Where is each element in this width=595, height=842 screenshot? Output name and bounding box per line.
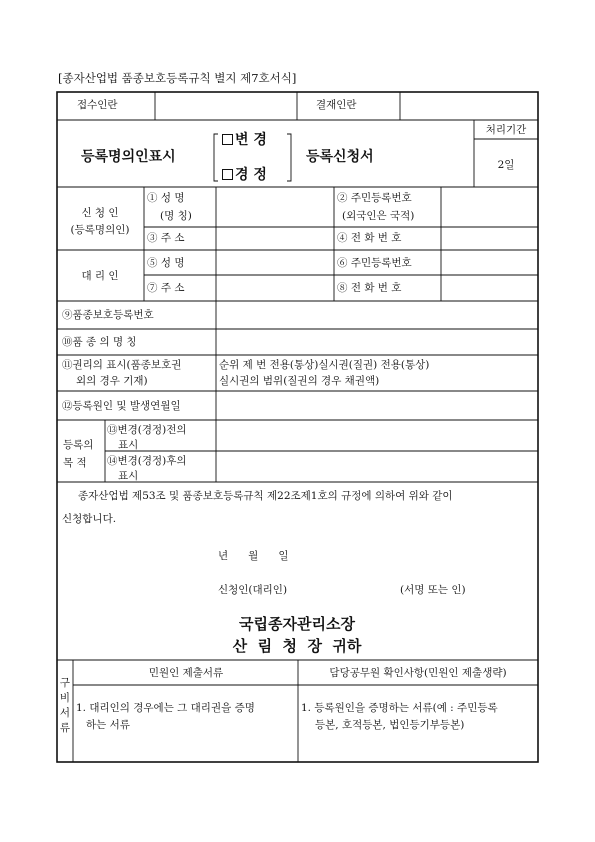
before-change-label: ⑬변경(경정)전의 — [107, 424, 187, 436]
reception-label: 접수인란 — [77, 99, 118, 111]
applicant-group-label: 신 청 인 — [81, 207, 119, 219]
correction-checkbox[interactable] — [222, 169, 233, 180]
after-change-sublabel: 표시 — [118, 470, 139, 482]
date-line: 년 월 일 — [218, 550, 289, 562]
before-change-sublabel: 표시 — [118, 439, 139, 451]
form-header: [종자산업법 품종보호등록규칙 별지 제7호서식] — [58, 71, 297, 85]
applicant-phone-label: ④ 전 화 번 호 — [337, 232, 402, 244]
after-change-label: ⑭변경(경정)후의 — [107, 455, 187, 467]
signature-note: (서명 또는 인) — [400, 584, 466, 596]
option-change-label: 변 경 — [235, 132, 267, 148]
authority: 국립종자관리소장 — [239, 615, 355, 633]
applicant-address-label: ③ 주 소 — [147, 232, 185, 244]
agent-name-label: ⑤ 성 명 — [147, 257, 185, 269]
option-correction[interactable] — [222, 168, 267, 182]
docs-item2-line2: 등본, 호적등본, 법인등기부등본) — [315, 719, 465, 731]
rights-label: ⑪권리의 표시(품종보호권 — [62, 359, 182, 371]
option-change[interactable] — [222, 133, 267, 147]
rights-value-line1: 순위 제 번 전용(통상)실시권(질권) 전용(통상) — [219, 359, 430, 371]
purpose-sublabel: 목 적 — [63, 457, 87, 469]
decision-field[interactable] — [402, 94, 536, 118]
recipient: 산 림 청 장 귀하 — [232, 637, 362, 655]
reg-cause-label: ⑫등록원인 및 발생연월일 — [62, 400, 181, 412]
reception-field[interactable] — [157, 94, 295, 118]
applicant-regno-label: ② 주민등록번호 — [337, 192, 412, 204]
option-correction-label: 경 정 — [235, 167, 267, 183]
statement-line2: 신청합니다. — [62, 513, 117, 525]
docs-side-label: 구 비 서 류 — [59, 677, 71, 734]
docs-col1-header: 민원인 제출서류 — [148, 667, 224, 679]
variety-reg-no-label: ⑨품종보호등록번호 — [62, 309, 154, 321]
applicant-group-sublabel: (등록명의인) — [70, 224, 130, 236]
applicant-name-sublabel: (명 칭) — [160, 210, 192, 222]
applicant-signature-label: 신청인(대리인) — [218, 584, 288, 596]
agent-address-label: ⑦ 주 소 — [147, 282, 185, 294]
title-right: 등록신청서 — [306, 149, 374, 165]
applicant-name-label: ① 성 명 — [147, 192, 185, 204]
agent-phone-label: ⑧ 전 화 번 호 — [337, 282, 402, 294]
processing-period-label: 처리기간 — [485, 124, 527, 136]
processing-period-value: 2일 — [497, 159, 515, 171]
applicant-regno-sublabel: (외국인은 국적) — [342, 210, 415, 222]
variety-name-label: ⑩품 종 의 명 칭 — [62, 336, 137, 348]
rights-sublabel: 외의 경우 기재) — [76, 375, 148, 387]
agent-regno-label: ⑥ 주민등록번호 — [337, 257, 412, 269]
purpose-label: 등록의 — [63, 439, 94, 451]
docs-item1-line2: 하는 서류 — [86, 719, 130, 731]
docs-item1-line1: 1. 대리인의 경우에는 그 대리권을 증명 — [76, 702, 255, 714]
title-left: 등록명의인표시 — [81, 149, 176, 165]
change-checkbox[interactable] — [222, 134, 233, 145]
docs-col2-header: 담당공무원 확인사항(민원인 제출생략) — [329, 667, 507, 679]
statement-line1: 종자산업법 제53조 및 품종보호등록규칙 제22조제1호의 규정에 의하여 위와 같이 — [78, 490, 453, 502]
docs-item2-line1: 1. 등록원인을 증명하는 서류(예 : 주민등록 — [301, 702, 498, 714]
rights-value-line2: 실시권의 범위(질권의 경우 채권액) — [219, 375, 380, 387]
agent-group-label: 대 리 인 — [81, 270, 119, 282]
decision-label: 결재인란 — [316, 99, 357, 111]
